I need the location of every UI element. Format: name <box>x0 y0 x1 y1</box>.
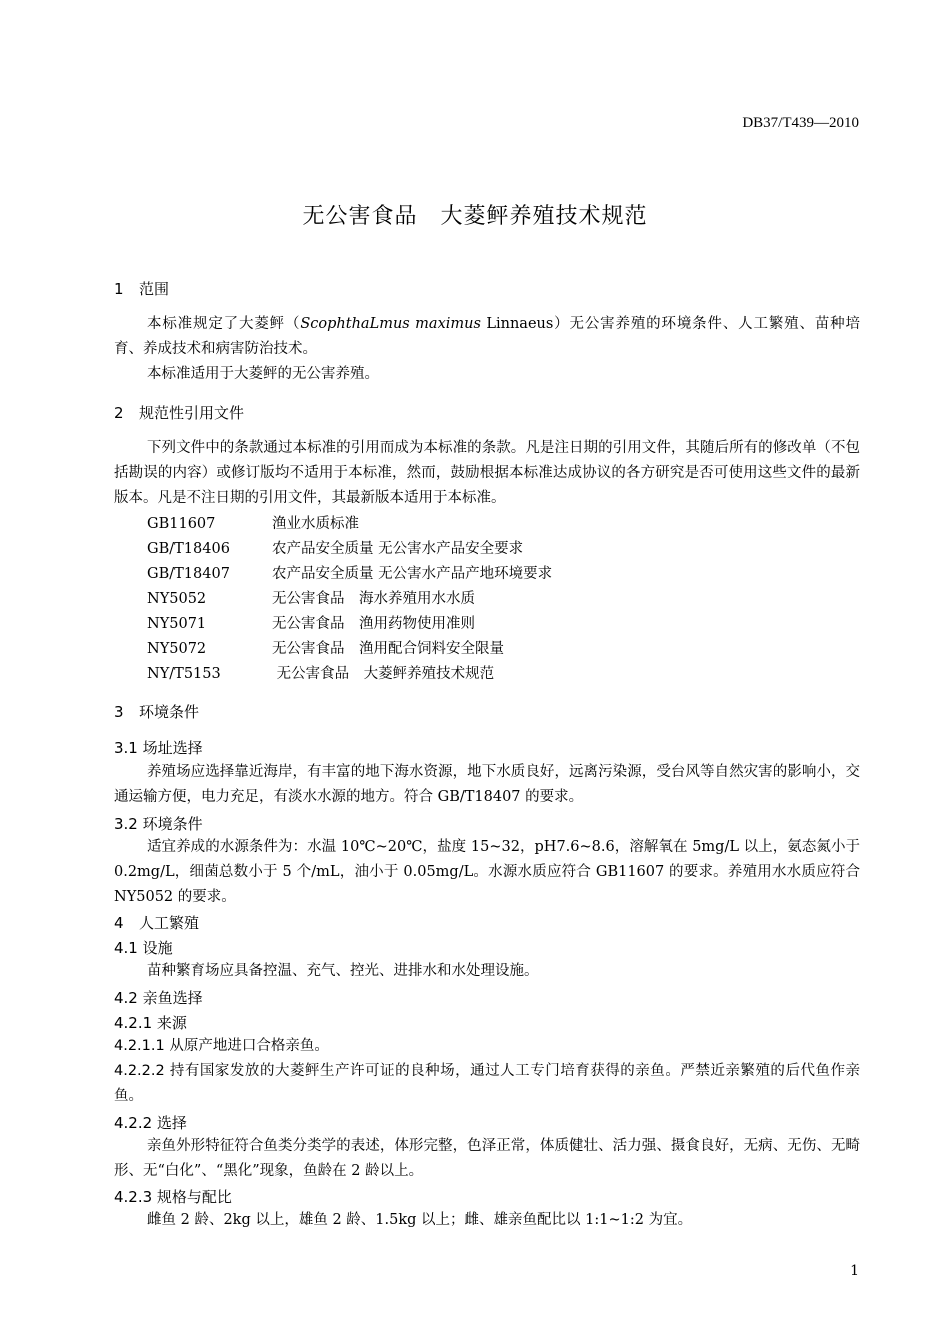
scientific-name: ScophthaLmus maximus <box>300 316 481 332</box>
section-4-heading <box>114 912 199 933</box>
section-2-heading <box>114 402 244 423</box>
section-number: 4 <box>114 914 124 932</box>
reference-item <box>147 612 475 633</box>
item-number: 4.2.1.1 <box>114 1038 165 1054</box>
environment-paragraph: 适宜养成的水源条件为：水温 10℃~20℃，盐度 15~32，pH7.6~8.6，溶解氧在 5mg/L 以上，氨态氮小于 0.2mg/L，细菌总数小于 5 个/mL，油小于 0.05mg/L。水源水质应符合 GB11607 的要求。养殖用水水质应符合 NY5052 的要求。 <box>114 839 860 905</box>
reference-item <box>147 587 475 608</box>
section-label: 范围 <box>139 280 170 298</box>
section-number: 2 <box>114 404 124 422</box>
reference-code: NY/T5153 <box>147 666 221 682</box>
subsection-4-1-heading: 4.1 设施 <box>114 939 173 957</box>
subsection-4-2-3-heading: 4.2.3 规格与配比 <box>114 1188 232 1206</box>
section-number: 1 <box>114 280 124 298</box>
selection-paragraph: 亲鱼外形特征符合鱼类分类学的表述，体形完整，色泽正常，体质健壮、活力强、摄食良好，无病、无伤、无畸形、无“白化”、“黑化”现象，鱼龄在 2 龄以上。 <box>114 1138 860 1179</box>
reference-code: NY5072 <box>147 641 207 657</box>
item-number: 4.2.2.2 <box>114 1063 165 1079</box>
source-item-2 <box>114 1059 860 1109</box>
page-number: 1 <box>850 1263 859 1279</box>
reference-name: 农产品安全质量 无公害水产品产地环境要求 <box>272 566 553 582</box>
reference-item <box>147 662 494 683</box>
reference-code: GB/T18407 <box>147 566 230 582</box>
reference-name: 无公害食品 渔用药物使用准则 <box>272 616 475 632</box>
section-1-heading <box>114 278 169 299</box>
site-selection-paragraph: 养殖场应选择靠近海岸，有丰富的地下海水资源，地下水质良好，远离污染源，受台风等自然灾害的影响小，交通运输方便，电力充足，有淡水水源的地方。符合 GB/T18407 的要求。 <box>114 764 860 805</box>
section-label: 规范性引用文件 <box>139 404 245 422</box>
reference-item <box>147 637 504 658</box>
reference-name: 无公害食品 海水养殖用水水质 <box>272 591 475 607</box>
section-label: 人工繁殖 <box>139 914 200 932</box>
scope-text-b: Linnaeus）无公害养殖的环境条件、人工繁殖、苗种培育、养成技术和病害防治技术。 <box>114 316 861 357</box>
scope-text-a: 本标准规定了大菱鲆（ <box>147 316 301 332</box>
scope-paragraph-1 <box>114 312 860 362</box>
reference-item <box>147 562 552 583</box>
item-text: 从原产地进口合格亲鱼。 <box>164 1038 329 1054</box>
reference-code: GB/T18406 <box>147 541 230 557</box>
section-3-heading <box>114 701 199 722</box>
subsection-3-1-heading: 3.1 场址选择 <box>114 739 203 757</box>
reference-name: 农产品安全质量 无公害水产品安全要求 <box>272 541 524 557</box>
subsection-4-2-1-heading: 4.2.1 来源 <box>114 1014 187 1032</box>
subsection-3-2-heading: 3.2 环境条件 <box>114 815 203 833</box>
reference-item <box>147 537 523 558</box>
reference-item <box>147 512 359 533</box>
subsection-4-2-2-heading: 4.2.2 选择 <box>114 1114 187 1132</box>
document-title: 无公害食品 大菱鲆养殖技术规范 <box>302 204 648 229</box>
scope-paragraph-2: 本标准适用于大菱鲆的无公害养殖。 <box>147 366 379 382</box>
reference-code: NY5052 <box>147 591 207 607</box>
facilities-paragraph: 苗种繁育场应具备控温、充气、控光、进排水和水处理设施。 <box>147 963 539 979</box>
subsection-4-2-heading: 4.2 亲鱼选择 <box>114 989 203 1007</box>
item-text: 持有国家发放的大菱鲆生产许可证的良种场，通过人工专门培育获得的亲鱼。严禁近亲繁殖的后代鱼作亲鱼。 <box>114 1063 860 1104</box>
refs-intro-paragraph: 下列文件中的条款通过本标准的引用而成为本标准的条款。凡是注日期的引用文件，其随后所有的修改单（不包括勘误的内容）或修订版均不适用于本标准，然而，鼓励根据本标准达成协议的各方研究是否可使用这些文件的最新版本。凡是不注日期的引用文件，其最新版本适用于本标准。 <box>114 440 860 506</box>
reference-code: NY5071 <box>147 616 207 632</box>
reference-name: 无公害食品 渔用配合饲料安全限量 <box>272 641 504 657</box>
section-number: 3 <box>114 703 124 721</box>
reference-code: GB11607 <box>147 516 216 532</box>
section-label: 环境条件 <box>139 703 200 721</box>
ratio-paragraph: 雌鱼 2 龄、2kg 以上，雄鱼 2 龄、1.5kg 以上；雌、雄亲鱼配比以 1:1~1:2 为宜。 <box>147 1212 693 1228</box>
document-code: DB37/T439—2010 <box>742 115 859 131</box>
reference-name: 渔业水质标准 <box>272 516 359 532</box>
reference-name: 无公害食品 大菱鲆养殖技术规范 <box>272 666 495 682</box>
source-item-1 <box>114 1034 860 1059</box>
